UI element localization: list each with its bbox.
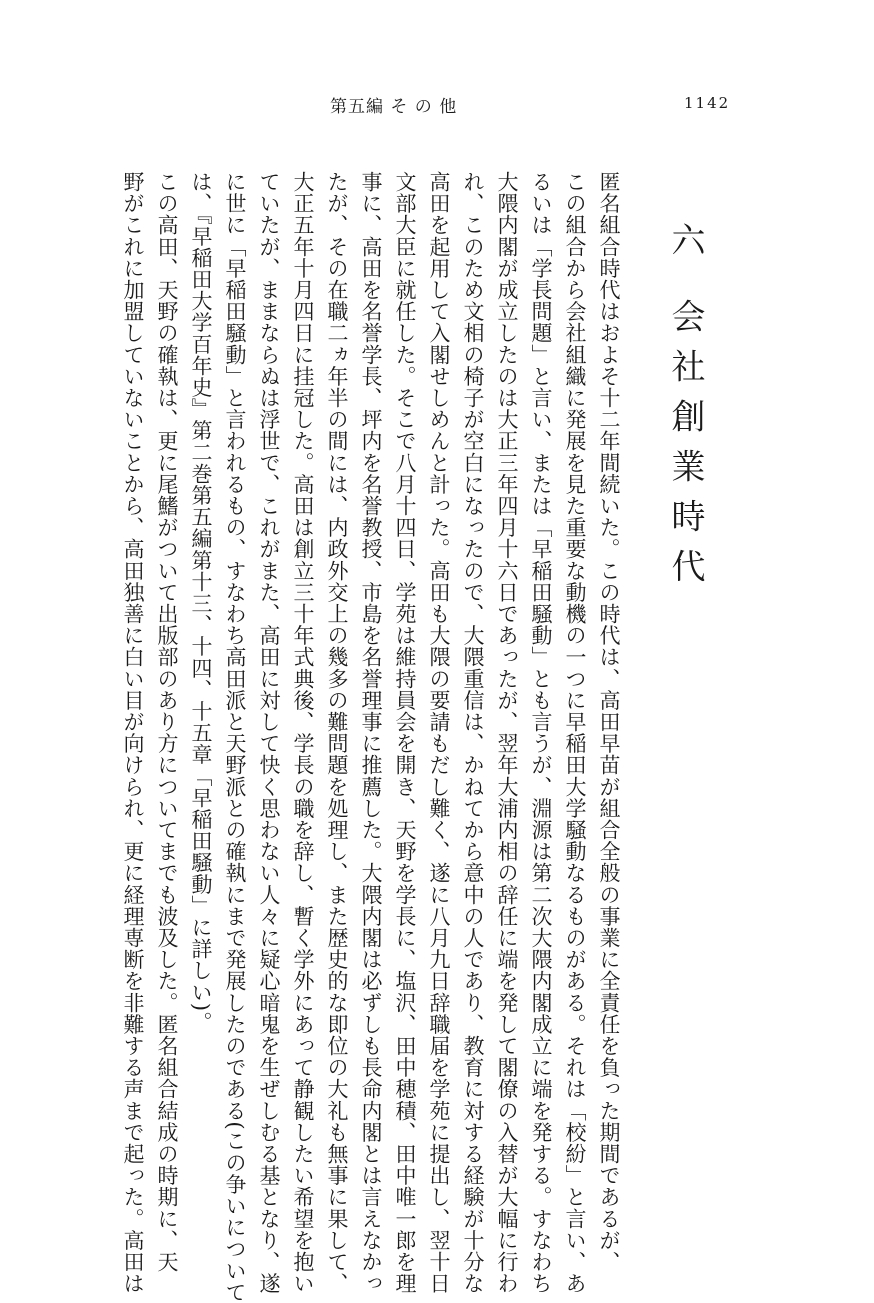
text-line: たが、その在職二ヵ年半の間には、内政外交上の幾多の難問題を処理し、また歴史的な即位の大礼も無事に果して、 [325, 171, 349, 1295]
text-line: 大隈内閣が成立したのは大正三年四月十六日であったが、翌年大浦内相の辞任に端を発して閣僚の入替が大幅に行わ [495, 171, 519, 1295]
page-number: 1142 [684, 94, 731, 112]
text-line: 事に、高田を名誉学長、坪内を名誉教授、市島を名誉理事に推薦した。大隈内閣は必ずしも長命内閣とは言えなかっ [359, 171, 383, 1295]
body-text [78, 150, 626, 1303]
text-line: 野がこれに加盟していないことから、高田独善に白い目が向けられ、更に経理専断を非難する声まで起った。高田は [121, 171, 145, 1295]
text-line: 匿名組合時代はおよそ十二年間続いた。この時代は、高田早苗が組合全般の事業に全責任を負った期間であるが、 [597, 171, 621, 1273]
paragraph-1 [184, 150, 626, 1303]
running-header [0, 92, 874, 122]
text-line: れ、このため文相の椅子が空白になったので、大隈重信は、かねてから意中の人であり、教育に対する経験が十分な [461, 171, 485, 1295]
text-line: ていたが、ままならぬは浮世で、これがまた、高田に対して快く思わない人々に疑心暗鬼を生ぜしむる基となり、遂 [257, 171, 281, 1295]
text-line: に世に「早稲田騒動」と言われるもの、すなわち高田派と天野派との確執にまで発展したのである(この争いについて [223, 171, 247, 1303]
running-head-title: 第五編 そ の 他 [330, 97, 458, 117]
paragraph-2 [116, 150, 184, 1295]
text-line: この高田、天野の確執は、更に尾鰭がついて出版部のあり方についてまでも波及した。匿名組合結成の時期に、天 [155, 171, 179, 1273]
text-line: 文部大臣に就任した。そこで八月十四日、学苑は維持員会を開き、天野を学長に、塩沢、田中穂積、田中唯一郎を理 [393, 171, 417, 1295]
text-line: この組合から会社組織に発展を見た重要な動機の一つに早稲田大学騒動なるものがある。それは「校紛」と言い、あ [563, 171, 587, 1295]
text-line: 高田を起用して入閣せしめんと計った。高田も大隈の要請もだし難く、遂に八月九日辞職届を学苑に提出し、翌十日 [427, 171, 451, 1295]
text-line: は、『早稲田大学百年史』第二巻第五編第十三、十四、十五章「早稲田騒動」に詳しい)。 [189, 171, 213, 1034]
text-line: るいは「学長問題」と言い、または「早稲田騒動」とも言うが、淵源は第二次大隈内閣成立に端を発する。すなわち [529, 171, 553, 1295]
section-heading: 六 会社創業時代 [665, 222, 705, 599]
text-line: 大正五年十月四日に挂冠した。高田は創立三十年式典後、学長の職を辞し、暫く学外にあって静観したい希望を抱い [291, 171, 315, 1295]
